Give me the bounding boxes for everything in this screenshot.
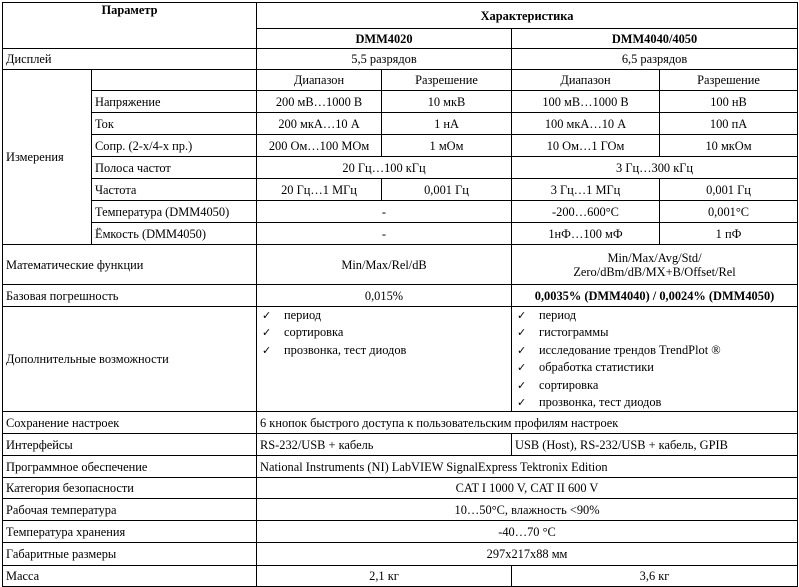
interfaces-label: Интерфейсы: [3, 434, 257, 456]
feature-item: [517, 342, 794, 359]
header-model-a: DMM4020: [257, 29, 512, 49]
measurements-label: Измерения: [3, 70, 92, 245]
dimensions-value: 297х217х88 мм: [257, 543, 798, 566]
table-row: [3, 499, 798, 521]
feature-item-label: период: [284, 308, 322, 322]
table-row: [3, 157, 798, 179]
table-row: [3, 245, 798, 285]
math-b-line2: Zero/dBm/dB/MX+B/Offset/Rel: [573, 264, 736, 279]
voltage-a-res: 10 мкВ: [382, 91, 512, 113]
display-b: 6,5 разрядов: [512, 49, 798, 70]
temperature-a: -: [257, 201, 512, 223]
resistance-a-range: 200 Ом…100 МОм: [257, 135, 382, 157]
check-icon: ✓: [517, 378, 527, 392]
frequency-a-range: 20 Гц…1 МГц: [257, 179, 382, 201]
feature-item-label: исследование трендов TrendPlot ®: [539, 342, 721, 357]
safety-label: Категория безопасности: [3, 478, 257, 499]
accuracy-b: 0,0035% (DMM4040) / 0,0024% (DMM4050): [512, 285, 798, 307]
current-b-range: 100 мкА…10 А: [512, 113, 660, 135]
voltage-label: Напряжение: [92, 91, 257, 113]
capacitance-label: Ёмкость (DMM4050): [92, 223, 257, 245]
features-label: Дополнительные возможности: [3, 307, 257, 412]
table-row: [3, 478, 798, 499]
feature-item: [517, 359, 794, 376]
features-a-list: [260, 307, 508, 359]
software-value: National Instruments (NI) LabVIEW SignalExpress Tektronix Edition: [257, 456, 798, 478]
measurements-subheader-blank: [92, 70, 257, 91]
frequency-a-res: 0,001 Гц: [382, 179, 512, 201]
frequency-label: Частота: [92, 179, 257, 201]
accuracy-a: 0,015%: [257, 285, 512, 307]
temperature-b-range: -200…600°С: [512, 201, 660, 223]
check-icon: ✓: [262, 309, 272, 322]
spec-table: [2, 2, 798, 587]
math-label: Математические функции: [3, 245, 257, 285]
feature-item-label: период: [539, 308, 577, 322]
resistance-b-range: 10 Ом…1 ГОм: [512, 135, 660, 157]
table-row: [3, 543, 798, 566]
current-label: Ток: [92, 113, 257, 135]
voltage-b-range: 100 мВ…1000 В: [512, 91, 660, 113]
resistance-label: Сопр. (2-х/4-х пр.): [92, 135, 257, 157]
feature-item-label: сортировка: [284, 325, 344, 340]
feature-item: [517, 394, 794, 411]
features-a: [257, 307, 512, 412]
check-icon: ✓: [517, 343, 527, 357]
mass-b: 3,6 кг: [512, 566, 798, 587]
op-temp-value: 10…50°С, влажность <90%: [257, 499, 798, 521]
check-icon: ✓: [517, 396, 527, 410]
math-b: [512, 245, 798, 285]
col-resolution-a: Разрешение: [382, 70, 512, 91]
capacitance-a: -: [257, 223, 512, 245]
table-row: [3, 434, 798, 456]
feature-item: [262, 324, 508, 341]
table-row: [3, 566, 798, 587]
op-temp-label: Рабочая температура: [3, 499, 257, 521]
math-a: Min/Max/Rel/dB: [257, 245, 512, 285]
display-a: 5,5 разрядов: [257, 49, 512, 70]
settings-label: Сохранение настроек: [3, 412, 257, 434]
table-row: [3, 179, 798, 201]
resistance-b-res: 10 мкОм: [660, 135, 798, 157]
frequency-b-res: 0,001 Гц: [660, 179, 798, 201]
header-characteristic: Характеристика: [257, 3, 798, 29]
table-row: [3, 135, 798, 157]
check-icon: ✓: [517, 309, 527, 322]
feature-item: [517, 377, 794, 394]
current-b-res: 100 пА: [660, 113, 798, 135]
table-row: [3, 113, 798, 135]
features-b: [512, 307, 798, 412]
table-row: [3, 307, 798, 412]
feature-item-label: прозвонка, тест диодов: [284, 342, 407, 357]
col-range-b: Диапазон: [512, 70, 660, 91]
header-parameter: Параметр: [3, 3, 257, 49]
storage-temp-label: Температура хранения: [3, 521, 257, 543]
capacitance-b-res: 1 пФ: [660, 223, 798, 245]
feature-item: [517, 324, 794, 341]
safety-value: CAT I 1000 V, CAT II 600 V: [257, 478, 798, 499]
accuracy-label: Базовая погрешность: [3, 285, 257, 307]
feature-item-label: прозвонка, тест диодов: [539, 395, 662, 410]
feature-item: [262, 342, 508, 359]
current-a-range: 200 мкА…10 А: [257, 113, 382, 135]
table-row: [3, 91, 798, 113]
settings-value: 6 кнопок быстрого доступа к пользовательским профилям настроек: [257, 412, 798, 434]
mass-label: Масса: [3, 566, 257, 587]
voltage-a-range: 200 мВ…1000 В: [257, 91, 382, 113]
feature-item-label: сортировка: [539, 377, 599, 392]
table-row: [3, 285, 798, 307]
storage-temp-value: -40…70 °С: [257, 521, 798, 543]
interfaces-a: RS-232/USB + кабель: [257, 434, 512, 456]
col-range-a: Диапазон: [257, 70, 382, 91]
check-icon: ✓: [262, 343, 272, 357]
mass-a: 2,1 кг: [257, 566, 512, 587]
header-model-b: DMM4040/4050: [512, 29, 798, 49]
bandwidth-a: 20 Гц…100 кГц: [257, 157, 512, 179]
current-a-res: 1 нА: [382, 113, 512, 135]
table-row: [3, 412, 798, 434]
features-b-list: [515, 307, 794, 411]
feature-item: [262, 307, 508, 324]
interfaces-b: USB (Host), RS-232/USB + кабель, GPIB: [512, 434, 798, 456]
feature-item-label: гистограммы: [539, 325, 609, 340]
check-icon: ✓: [262, 326, 272, 340]
table-row: [3, 223, 798, 245]
dimensions-label: Габаритные размеры: [3, 543, 257, 566]
voltage-b-res: 100 нВ: [660, 91, 798, 113]
check-icon: ✓: [517, 326, 527, 340]
table-row: [3, 201, 798, 223]
software-label: Программное обеспечение: [3, 456, 257, 478]
resistance-a-res: 1 мОм: [382, 135, 512, 157]
capacitance-b-range: 1нФ…100 мФ: [512, 223, 660, 245]
feature-item-label: обработка статистики: [539, 360, 654, 375]
table-row: [3, 521, 798, 543]
table-row: [3, 456, 798, 478]
frequency-b-range: 3 Гц…1 МГц: [512, 179, 660, 201]
temperature-b-res: 0,001°С: [660, 201, 798, 223]
bandwidth-b: 3 Гц…300 кГц: [512, 157, 798, 179]
col-resolution-b: Разрешение: [660, 70, 798, 91]
math-b-line1: Min/Max/Avg/Std/: [607, 250, 702, 265]
check-icon: ✓: [517, 361, 527, 375]
bandwidth-label: Полоса частот: [92, 157, 257, 179]
display-label: Дисплей: [3, 49, 257, 70]
temperature-label: Температура (DMM4050): [92, 201, 257, 223]
feature-item: [517, 307, 794, 324]
